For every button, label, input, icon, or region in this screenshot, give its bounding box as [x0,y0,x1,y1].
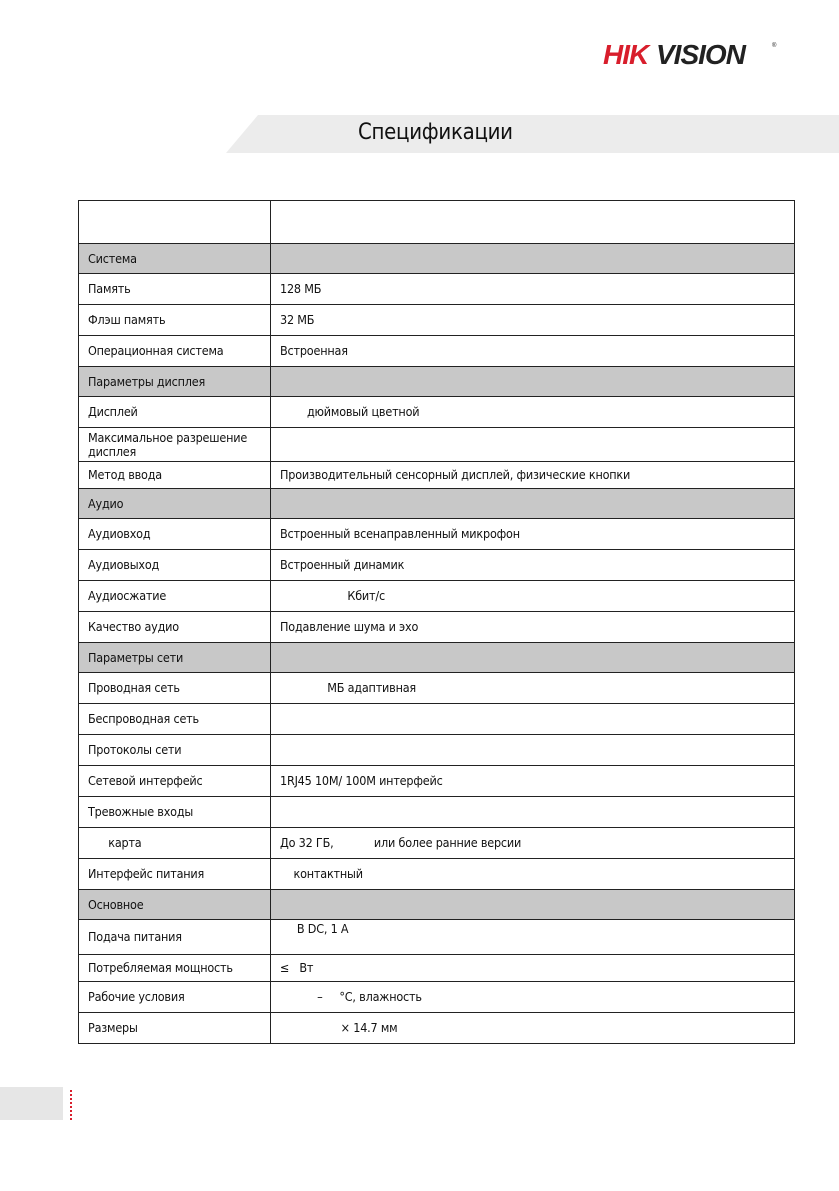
param-label: Тревожные входы [79,797,271,828]
param-value [271,890,795,920]
param-label: Операционная система [79,336,271,367]
param-value [271,244,795,274]
table-row [79,274,795,305]
param-value [271,489,795,519]
param-value: 1RJ45 10M/ 100M интерфейс [271,766,795,797]
page-title: Спецификации [358,120,513,145]
param-value [271,428,795,462]
param-label: Основное [79,890,271,920]
table-row [79,828,795,859]
svg-text:HIK: HIK [603,39,649,68]
param-label: карта [79,828,271,859]
param-label: Память [79,274,271,305]
svg-text:®: ® [772,43,777,49]
table-row [79,859,795,890]
param-label: Аудиовыход [79,550,271,581]
table-row [79,462,795,489]
param-label: Сетевой интерфейс [79,766,271,797]
param-label: Протоколы сети [79,735,271,766]
param-value: дюймовый цветной [271,397,795,428]
param-label: Аудиовход [79,519,271,550]
param-value: Встроенная [271,336,795,367]
param-value: Встроенный всенаправленный микрофон [271,519,795,550]
section-row [79,890,795,920]
param-value: Подавление шума и эхо [271,612,795,643]
param-value: В DC, 1 А [271,920,795,955]
table-row [79,735,795,766]
param-label: Параметры дисплея [79,367,271,397]
section-row [79,244,795,274]
param-value: ≤ Вт [271,955,795,982]
param-value: × 14.7 мм [271,1013,795,1044]
param-value: 32 МБ [271,305,795,336]
param-value [271,704,795,735]
param-value [271,367,795,397]
spec-table [78,200,795,1044]
param-label: Дисплей [79,397,271,428]
param-value: 128 МБ [271,274,795,305]
param-value: Кбит/с [271,581,795,612]
table-row [79,920,795,955]
param-label: Интерфейс питания [79,859,271,890]
hikvision-logo [603,38,778,68]
table-row [79,1013,795,1044]
param-label: Система [79,244,271,274]
param-label: Параметры сети [79,643,271,673]
svg-text:VISION: VISION [656,39,745,68]
param-value: До 32 ГБ, или более ранние версии [271,828,795,859]
param-value: – °С, влажность [271,982,795,1013]
param-value: контактный [271,859,795,890]
header-cell-param [79,201,271,244]
table-row [79,519,795,550]
table-row [79,612,795,643]
table-row [79,550,795,581]
param-label: Максимальное разрешение дисплея [79,428,271,462]
table-row [79,581,795,612]
table-row [79,955,795,982]
param-label: Флэш память [79,305,271,336]
section-row [79,489,795,519]
table-row [79,428,795,462]
table-header-row [79,201,795,244]
param-value: Встроенный динамик [271,550,795,581]
title-band [226,115,839,153]
param-value [271,643,795,673]
table-row [79,397,795,428]
table-row [79,673,795,704]
section-row [79,643,795,673]
header-cell-value [271,201,795,244]
param-label: Рабочие условия [79,982,271,1013]
param-label: Размеры [79,1013,271,1044]
param-value [271,735,795,766]
param-label: Аудиосжатие [79,581,271,612]
footer-dotted-line [70,1090,75,1120]
param-label: Проводная сеть [79,673,271,704]
param-label: Беспроводная сеть [79,704,271,735]
table-row [79,704,795,735]
param-label: Потребляемая мощность [79,955,271,982]
page-number-box [0,1087,63,1120]
param-value: МБ адаптивная [271,673,795,704]
param-value [271,797,795,828]
section-row [79,367,795,397]
table-row [79,797,795,828]
param-value: Производительный сенсорный дисплей, физические кнопки [271,462,795,489]
table-row [79,336,795,367]
param-label: Качество аудио [79,612,271,643]
table-row [79,305,795,336]
param-label: Метод ввода [79,462,271,489]
param-label: Аудио [79,489,271,519]
table-row [79,766,795,797]
table-row [79,982,795,1013]
param-label: Подача питания [79,920,271,955]
